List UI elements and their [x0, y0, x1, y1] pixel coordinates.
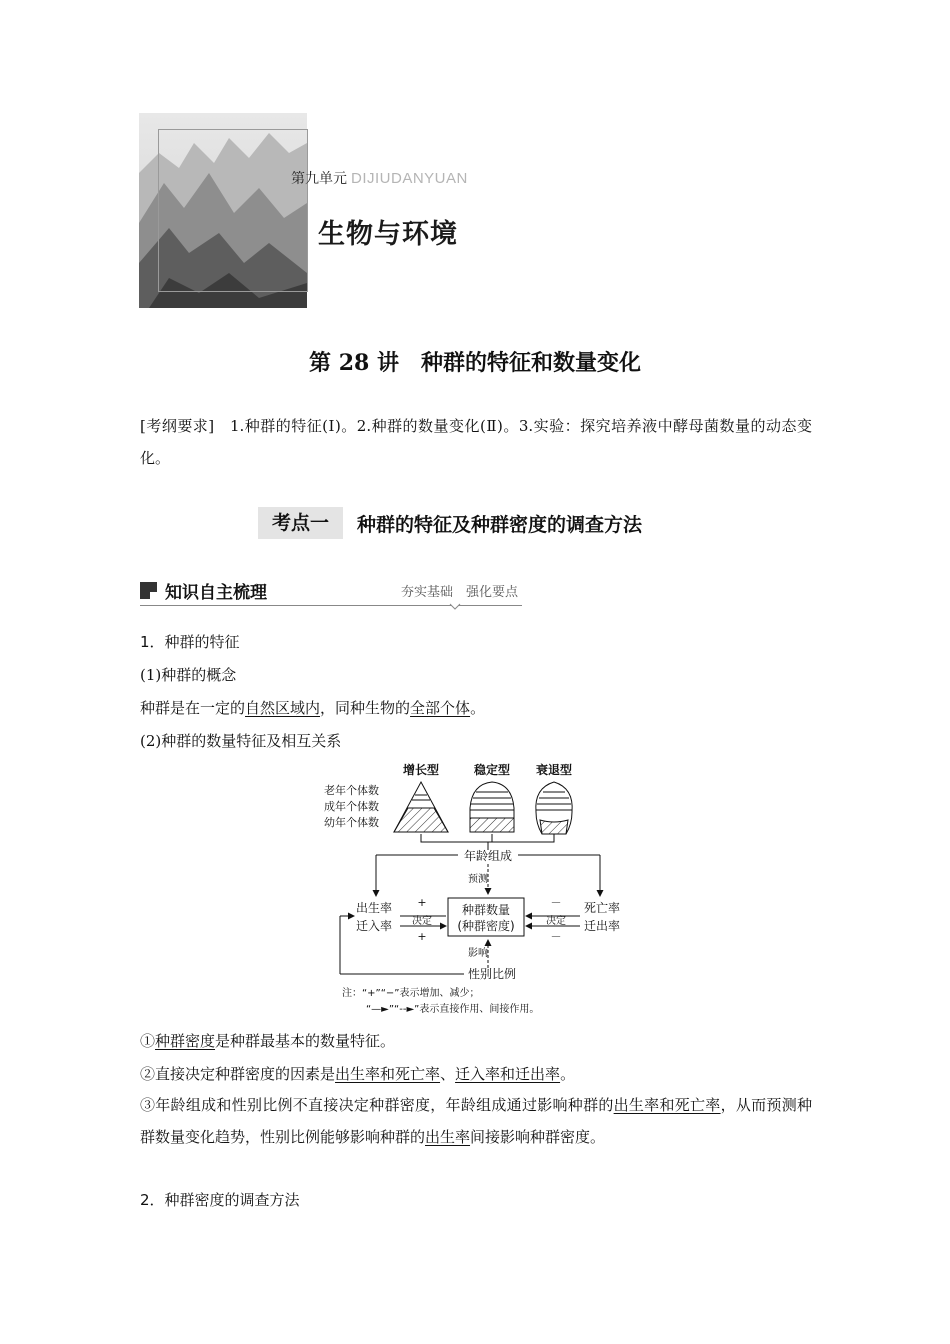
requirements-text: 1.种群的特征(Ⅰ)。2.种群的数量变化(Ⅱ)。3.实验：探究培养液中酵母菌数量的动态变化。 [140, 417, 812, 467]
heading-population-features: 1．种群的特征 [140, 633, 240, 651]
blank-answer: 种群密度 [155, 1032, 216, 1050]
type-label-stable: 稳定型 [473, 763, 511, 777]
age-label-old: 老年个体数 [324, 784, 379, 797]
blank-answer: 出生率和死亡率 [613, 1096, 721, 1114]
blank-answer: 出生率和死亡率 [335, 1065, 441, 1083]
age-label-adult: 成年个体数 [324, 800, 379, 813]
unit-pinyin: DIJIUDANYUAN [351, 170, 468, 187]
right-decide-label: 决定 [546, 916, 566, 927]
decline-urn [536, 782, 572, 834]
note-2: ②直接决定种群密度的因素是出生率和死亡率、迁入率和迁出率。 [140, 1065, 576, 1083]
right-minus-top: － [550, 896, 562, 909]
predict-label: 预测 [468, 874, 488, 885]
concept-sentence: 种群是在一定的自然区域内，同种生物的全部个体。 [140, 699, 486, 717]
heading-density-survey: 2．种群密度的调查方法 [140, 1191, 300, 1209]
type-label-decline: 衰退型 [535, 763, 573, 777]
note-1: ①种群密度是种群最基本的数量特征。 [140, 1032, 396, 1050]
blank-answer: 自然区域内 [245, 699, 321, 717]
stable-bell [470, 782, 514, 832]
section-header [140, 578, 522, 610]
right-emigration-rate: 迁出率 [584, 919, 621, 933]
section-name: 知识自主梳理 [165, 583, 267, 603]
diagram-note-1: 注：“+”“−”表示增加、减少； [342, 988, 480, 999]
diagram-note-2: “—►”“--►”表示直接作用、间接作用。 [366, 1004, 540, 1015]
unit-label: 第九单元 DIJIUDANYUAN [291, 170, 468, 187]
note-3: ③年龄组成和性别比例不直接决定种群密度，年龄组成通过影响种群的出生率和死亡率，从而预测种群数量变化趋势，性别比例能够影响种群的出生率间接影响种群密度。 [140, 1096, 812, 1146]
section-subtitle: 夯实基础 强化要点 [400, 585, 518, 600]
left-decide-label: 决定 [412, 916, 432, 927]
unit-title: 生物与环境 [318, 219, 458, 250]
exam-requirements [140, 410, 812, 474]
left-birth-rate: 出生率 [356, 901, 393, 915]
lecture-title: 第 28 讲 种群的特征和数量变化 [309, 350, 641, 376]
left-immigration-rate: 迁入率 [356, 919, 393, 933]
population-feature-diagram [324, 758, 626, 1020]
unit-frame [158, 129, 308, 292]
left-plus-top: + [417, 896, 427, 909]
right-death-rate: 死亡率 [584, 901, 621, 915]
center-label-density: (种群密度) [457, 919, 515, 933]
age-structure-label: 年龄组成 [463, 849, 513, 863]
blank-answer: 全部个体 [410, 699, 471, 717]
age-label-young: 幼年个体数 [324, 816, 379, 829]
growth-pyramid [394, 782, 448, 832]
type-label-growth: 增长型 [402, 763, 440, 777]
caret-icon [450, 604, 460, 610]
left-plus-bottom: + [417, 930, 427, 943]
sub-heading-quantity: (2)种群的数量特征及相互关系 [140, 732, 342, 750]
sub-heading-concept: (1)种群的概念 [140, 666, 237, 684]
blank-answer: 迁入率和迁出率 [455, 1065, 561, 1083]
right-minus-bottom: － [550, 930, 562, 943]
sex-ratio-label: 性别比例 [467, 967, 517, 981]
influence-label: 影响 [468, 948, 488, 959]
center-label: 种群数量 [461, 903, 511, 917]
kaodian-title: 种群的特征及种群密度的调查方法 [357, 513, 643, 536]
blank-answer: 出生率 [425, 1128, 471, 1146]
kaodian-heading [258, 507, 642, 539]
section-divider [140, 605, 522, 606]
kaodian-tag: 考点一 [258, 507, 343, 539]
requirements-tag: [考纲要求] [140, 417, 215, 435]
